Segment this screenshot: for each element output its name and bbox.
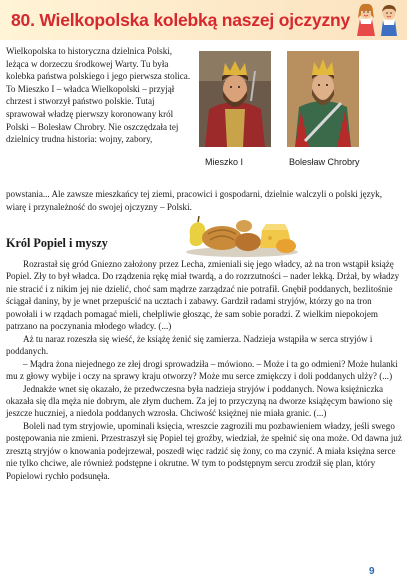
portrait-caption: Bolesław Chrobry xyxy=(289,157,360,167)
king-portrait-icon xyxy=(199,51,271,147)
intro-paragraph: Wielkopolska to historyczna dzielnica Polski, leżąca w dorzeczu środkowej Warty. Tu była kolebka państwa polskiego i jego pierwsza stolica. xyxy=(6,46,191,82)
chapter-title: 80. Wielkopolska kolebką naszej ojczyzny xyxy=(11,10,351,30)
story-paragraph: Aż tu naraz rozeszła się wieść, że książę żenić się zamierza. Nadzieja wstąpiła w serca stryjów i poddanych. xyxy=(6,333,373,357)
intro-text xyxy=(6,45,194,146)
story-paragraph: Rozrastał się gród Gniezno założony przez Lecha, zmieniali się jego władcy, aż na tron wstąpił książę Popiel. Zły to był władca. Do rządzenia rękę miał twardą, a do rozrzutności – nader lekką. Drżał, by władzy nie stracić i z nikim jej nie dzielić, choć sam mądrze zarządzać nie potrafił. Gnębił poddanych, bezlitośnie ściągał daniny, by je wnet przepuścić na ucztach i zabawy. Gardził radami stryjów, którzy go na tron powołali i w rządach pomagać mieli, chełpliwie głosząc, że sam sobie poradzi. Z wielkim niepokojem patrzano na poczynania młodego władcy. (...) xyxy=(6,259,400,332)
story-title: Król Popiel i myszy xyxy=(6,236,108,250)
chapter-header xyxy=(0,0,407,40)
story-text xyxy=(6,258,402,482)
feast-food-icon xyxy=(182,212,300,258)
king-portrait-icon xyxy=(287,51,359,147)
story-paragraph: Jednakże wnet się okazało, że przedwczesna była nadzieja stryjów i poddanych. Nowa księżniczka okazała się dla męża nie dobrym, ale złym duchem. Za jej to przyczyną na dworze książęcym bawiono się jeszcze huczniej, a niedola poddanych wzrosła. Chciwość księżnej nie miała granic. (...) xyxy=(6,383,393,419)
portrait-caption: Mieszko I xyxy=(205,157,244,167)
portrait-mieszko xyxy=(199,51,271,147)
portrait-boleslaw xyxy=(287,51,359,147)
story-paragraph: – Mądra żona niejednego ze złej drogi sprowadziła – mówiono. – Może i ta go odmieni? Może hulanki mu z głowy wybije i oczy na sprawy kraju otworzy? Może mu serce zmiękczy i doli poddanych ulży? (...) xyxy=(6,358,398,382)
intro-continuation xyxy=(6,188,402,213)
children-illustration-icon xyxy=(352,0,404,40)
intro-paragraph: powstania... Ale zawsze mieszkańcy tej ziemi, pracowici i gospodarni, dzielnie walczyli o polski język, wiarę i przynależność do swojej ojczyzny – Polski. xyxy=(6,189,383,212)
page-number: 9 xyxy=(369,566,375,577)
intro-paragraph: To Mieszko I – władca Wielkopolski – przyjął chrzest i stworzył państwo polskie. Tutaj sprawował władzę pierwszy koronowany król Polski – Bolesław Chrobry. Nie oszczędzała tej dzielnicy trudna historia: wojny, zabory, xyxy=(6,83,179,145)
story-paragraph: Boleli nad tym stryjowie, upominali księcia, wreszcie zagrozili mu pozbawieniem władzy, jeśli swego postępowania nie zmieni. Przestraszył się Popiel tej groźby, wiedział, że spełnić się ona może. Od dawna już zresztą stryjów o knowania podejrzewał, poszedł więc radzić się żony, co ma czynić. A miała księżna serce nie tylko chciwe, ale również podstępne i okrutne. W tym to podstępnym sercu zrodził się plan, który Popielowi rychło podsunęła. xyxy=(6,420,402,481)
